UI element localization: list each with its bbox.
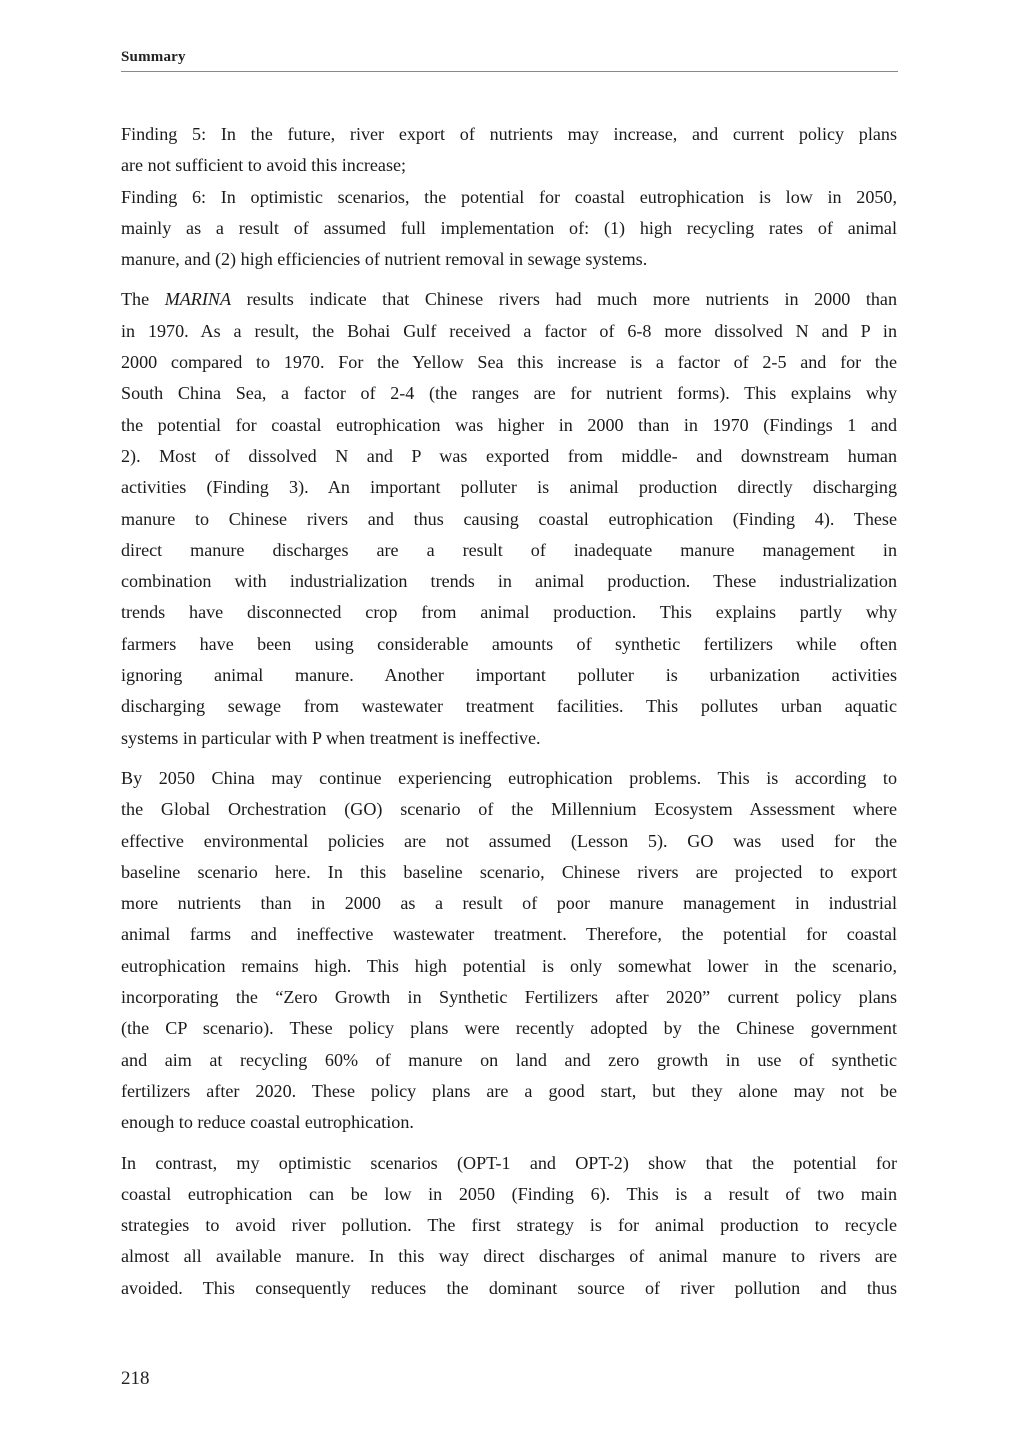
text-line-with-italic [121,284,897,315]
text-line: are not sufficient to avoid this increase; [121,155,407,176]
text-line: By 2050 China may continue experiencing eutrophication problems. This is according to [121,767,897,788]
text-line: animal farms and ineffective wastewater treatment. Therefore, the potential for coastal [121,924,897,945]
paragraph-marina-results [121,284,897,753]
text-line: systems in particular with P when treatment is ineffective. [121,727,541,748]
text-line: 2). Most of dissolved N and P was exported from middle- and downstream human [121,445,897,466]
text-line: South China Sea, a factor of 2-4 (the ranges are for nutrient forms). This explains why [121,383,897,404]
text-line: mainly as a result of assumed full implementation of: (1) high recycling rates of animal [121,217,897,238]
text-line: more nutrients than in 2000 as a result of poor manure management in industrial [121,893,897,914]
paragraph-in-contrast [121,1148,897,1304]
text-run: The [121,289,165,310]
text-line: In contrast, my optimistic scenarios (OPT-1 and OPT-2) show that the potential for [121,1152,897,1173]
text-line: farmers have been using considerable amounts of synthetic fertilizers while often [121,633,897,654]
text-line: Finding 5: In the future, river export of nutrients may increase, and current policy plans [121,124,897,144]
text-line: discharging sewage from wastewater treatment facilities. This pollutes urban aquatic [121,696,897,717]
paragraph-finding-5 [121,119,897,182]
text-line: enough to reduce coastal eutrophication. [121,1112,414,1133]
text-line: and aim at recycling 60% of manure on land and zero growth in use of synthetic [121,1049,897,1070]
running-header [121,47,898,67]
text-line: manure to Chinese rivers and thus causing coastal eutrophication (Finding 4). These [121,508,897,529]
text-line: effective environmental policies are not assumed (Lesson 5). GO was used for the [121,830,897,851]
text-line: in 1970. As a result, the Bohai Gulf received a factor of 6-8 more dissolved N and P in [121,320,897,341]
model-name-italic: MARINA [164,289,232,310]
text-line: incorporating the “Zero Growth in Synthetic Fertilizers after 2020” current policy plans [121,987,897,1008]
text-line: 2000 compared to 1970. For the Yellow Sea this increase is a factor of 2-5 and for the [121,352,897,373]
section-title: Summary [121,49,186,65]
text-line: baseline scenario here. In this baseline scenario, Chinese rivers are projected to export [121,861,897,882]
body-text [121,119,897,1313]
text-line: trends have disconnected crop from animal production. This explains partly why [121,602,897,623]
text-line: ignoring animal manure. Another important polluter is urbanization activities [121,665,897,686]
text-line: almost all available manure. In this way direct discharges of animal manure to rivers are [121,1246,897,1267]
text-line: combination with industrialization trends in animal production. These industrialization [121,571,897,592]
text-line: the potential for coastal eutrophication was higher in 2000 than in 1970 (Findings 1 and [121,414,897,435]
paragraph-by-2050 [121,763,897,1139]
text-line: (the CP scenario). These policy plans were recently adopted by the Chinese government [121,1018,897,1039]
page-number: 218 [121,1368,150,1389]
text-line: strategies to avoid river pollution. The first strategy is for animal production to recycle [121,1215,897,1236]
text-line: the Global Orchestration (GO) scenario of the Millennium Ecosystem Assessment where [121,799,897,820]
text-line: fertilizers after 2020. These policy plans are a good start, but they alone may not be [121,1080,897,1101]
text-line: activities (Finding 3). An important polluter is animal production directly discharging [121,477,897,498]
text-line: direct manure discharges are a result of inadequate manure management in [121,539,897,560]
text-line: coastal eutrophication can be low in 2050 (Finding 6). This is a result of two main [121,1183,897,1204]
text-line: avoided. This consequently reduces the dominant source of river pollution and thus [121,1277,897,1298]
text-line: Finding 6: In optimistic scenarios, the potential for coastal eutrophication is low in 2050, [121,186,897,207]
text-line: manure, and (2) high efficiencies of nutrient removal in sewage systems. [121,249,648,270]
text-run: results indicate that Chinese rivers had much more nutrients in 2000 than [231,289,897,310]
paragraph-finding-6 [121,182,897,276]
text-line: eutrophication remains high. This high potential is only somewhat lower in the scenario, [121,955,897,976]
header-divider [121,71,898,72]
